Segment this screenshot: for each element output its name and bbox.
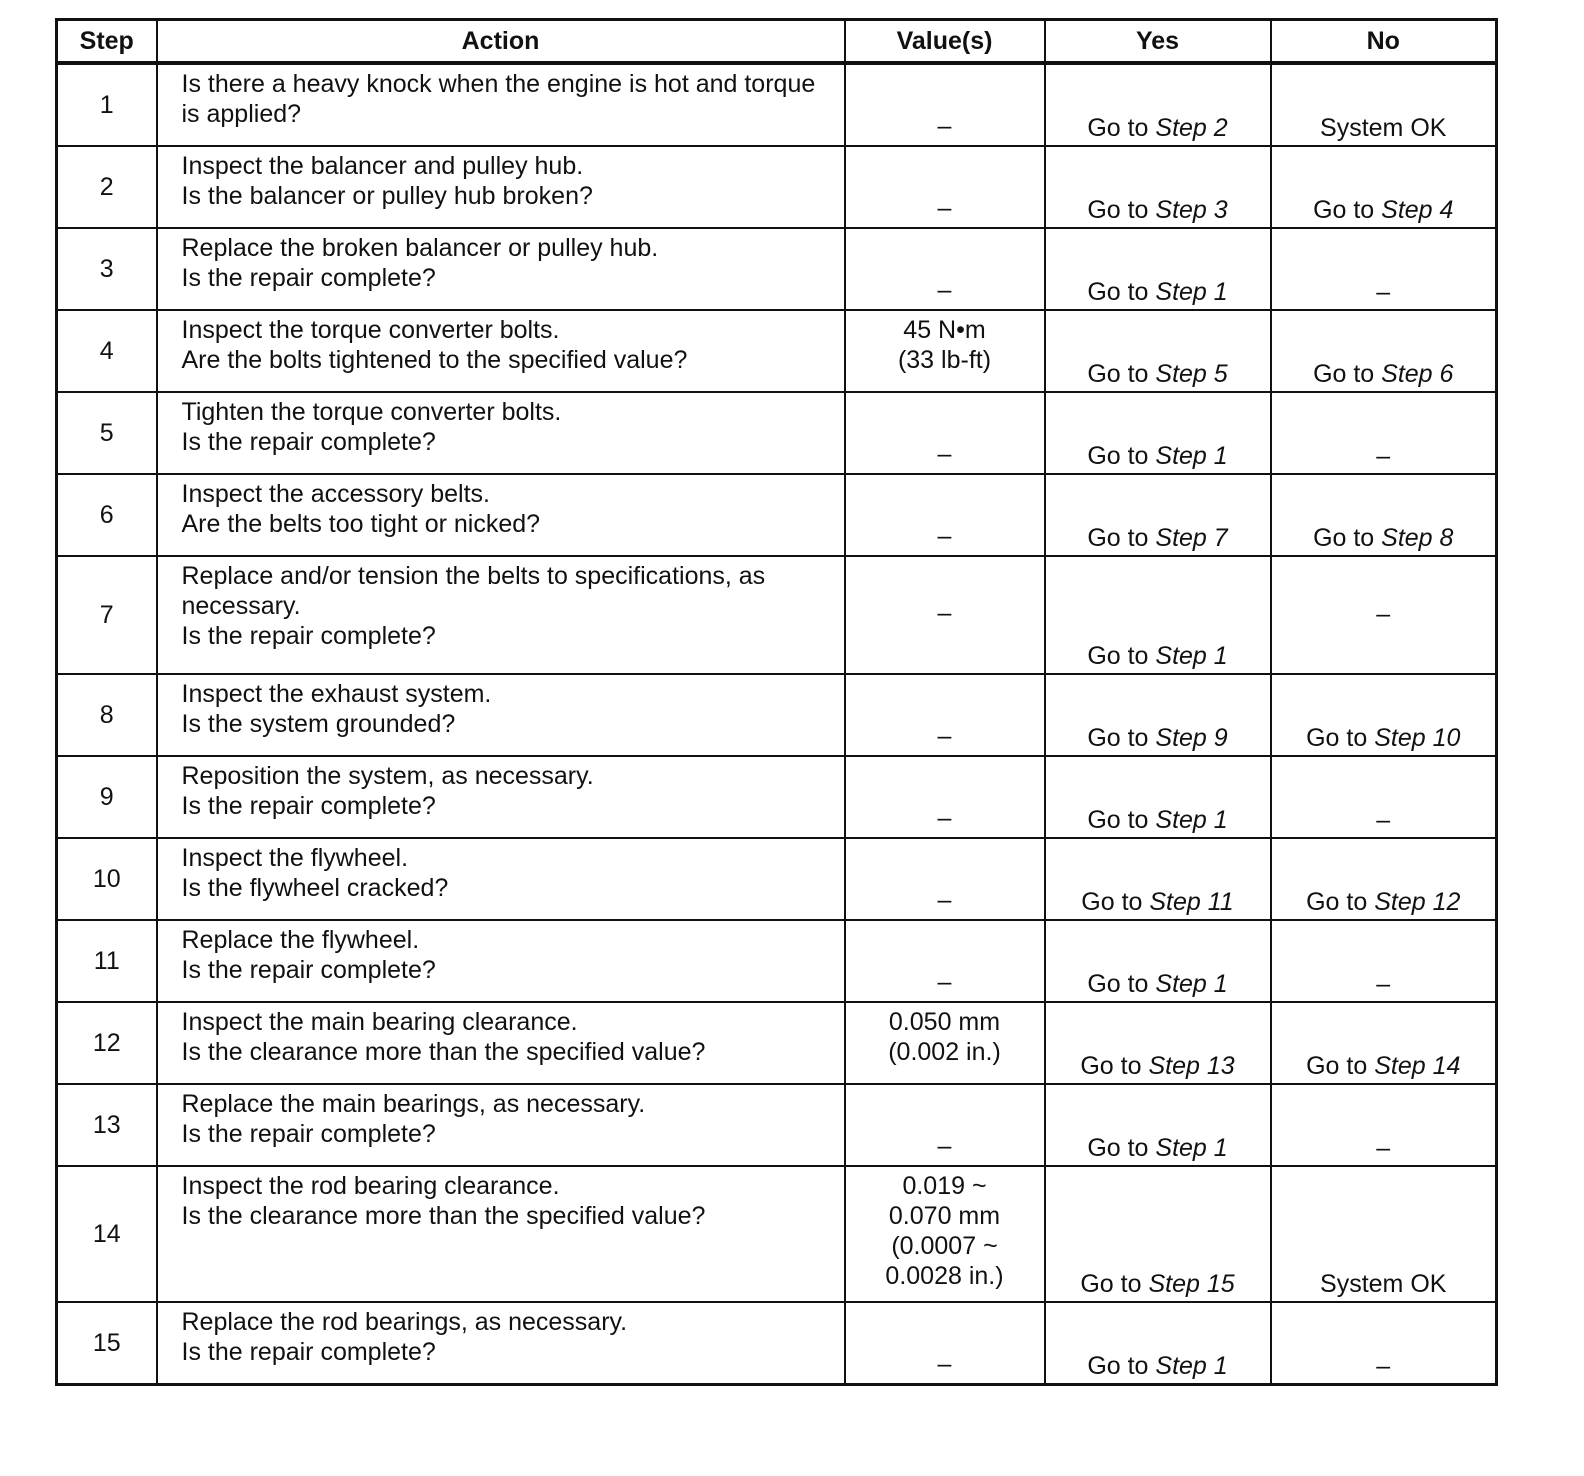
- diagnostic-table: [55, 18, 1498, 1386]
- table-row: [57, 756, 1497, 838]
- action-text: Reposition the system, as necessary.: [181, 762, 594, 790]
- value-cell: [845, 1166, 1045, 1302]
- step-number: 14: [57, 1166, 157, 1302]
- table-row: [57, 920, 1497, 1002]
- value-text: –: [937, 522, 952, 550]
- value-cell: [845, 838, 1045, 920]
- yes-cell: [1045, 1002, 1271, 1084]
- action-text: Replace and/or tension the belts to specifications, as necessary.: [181, 562, 766, 620]
- header-row: [57, 20, 1497, 64]
- action-cell: [157, 838, 845, 920]
- yes-cell: [1045, 756, 1271, 838]
- yes-goto-step: Step 11: [1149, 888, 1234, 916]
- no-cell: [1271, 756, 1497, 838]
- no-cell: [1271, 920, 1497, 1002]
- table-row: [57, 1084, 1497, 1166]
- action-text: Is the repair complete?: [181, 264, 436, 292]
- no-cell: [1271, 392, 1497, 474]
- value-cell: [845, 1002, 1045, 1084]
- table-row: [57, 838, 1497, 920]
- no-goto-prefix: Go to: [1313, 196, 1382, 224]
- no-result-text: –: [1376, 442, 1391, 470]
- action-text: Tighten the torque converter bolts.: [181, 398, 562, 426]
- no-result-text: –: [1376, 600, 1391, 628]
- action-cell: [157, 756, 845, 838]
- value-cell: [845, 556, 1045, 674]
- step-number: 11: [57, 920, 157, 1002]
- no-result-text: –: [1376, 278, 1391, 306]
- yes-cell: [1045, 146, 1271, 228]
- yes-goto-prefix: Go to: [1087, 806, 1156, 834]
- no-result-text: –: [1376, 1134, 1391, 1162]
- yes-goto-prefix: Go to: [1081, 888, 1150, 916]
- table-row: [57, 556, 1497, 674]
- action-cell: [157, 674, 845, 756]
- value-cell: [845, 63, 1045, 146]
- no-goto-step: Step 6: [1381, 360, 1454, 388]
- step-number: 2: [57, 146, 157, 228]
- value-text: 45 N•m: [903, 316, 986, 344]
- yes-cell: [1045, 674, 1271, 756]
- no-goto-step: Step 4: [1381, 196, 1454, 224]
- table-body: [57, 63, 1497, 1385]
- value-cell: [845, 756, 1045, 838]
- value-cell: [845, 1302, 1045, 1385]
- value-text: 0.050 mm: [888, 1008, 1001, 1036]
- table-row: [57, 674, 1497, 756]
- step-number: 10: [57, 838, 157, 920]
- action-text: Inspect the balancer and pulley hub.: [181, 152, 584, 180]
- yes-goto-step: Step 2: [1155, 114, 1228, 142]
- no-result-text: System OK: [1320, 1270, 1447, 1298]
- no-cell: [1271, 674, 1497, 756]
- yes-goto-step: Step 1: [1155, 1352, 1228, 1380]
- no-goto-prefix: Go to: [1313, 524, 1382, 552]
- yes-goto-prefix: Go to: [1080, 1052, 1149, 1080]
- yes-goto-step: Step 15: [1148, 1270, 1235, 1298]
- step-number: 8: [57, 674, 157, 756]
- value-text: –: [937, 968, 952, 996]
- value-text: –: [937, 194, 952, 222]
- action-text: Is the clearance more than the specified value?: [181, 1038, 706, 1066]
- no-cell: [1271, 556, 1497, 674]
- action-cell: [157, 310, 845, 392]
- action-cell: [157, 1002, 845, 1084]
- value-cell: [845, 1084, 1045, 1166]
- action-text: Is the repair complete?: [181, 792, 436, 820]
- value-text: –: [937, 886, 952, 914]
- value-text: –: [937, 1132, 952, 1160]
- action-text: Is the repair complete?: [181, 956, 436, 984]
- yes-cell: [1045, 310, 1271, 392]
- yes-cell: [1045, 1166, 1271, 1302]
- header-yes: Yes: [1045, 20, 1271, 64]
- table-header: [57, 20, 1497, 64]
- action-text: Inspect the main bearing clearance.: [181, 1008, 578, 1036]
- value-text: –: [937, 276, 952, 304]
- value-cell: [845, 392, 1045, 474]
- yes-cell: [1045, 392, 1271, 474]
- action-text: Inspect the rod bearing clearance.: [181, 1172, 560, 1200]
- yes-goto-prefix: Go to: [1087, 196, 1156, 224]
- table-row: [57, 474, 1497, 556]
- yes-goto-prefix: Go to: [1087, 970, 1156, 998]
- no-goto-prefix: Go to: [1306, 1052, 1375, 1080]
- step-number: 7: [57, 556, 157, 674]
- no-result-text: –: [1376, 970, 1391, 998]
- table-row: [57, 1002, 1497, 1084]
- no-cell: [1271, 474, 1497, 556]
- action-text: Replace the main bearings, as necessary.: [181, 1090, 646, 1118]
- step-number: 1: [57, 63, 157, 146]
- yes-goto-step: Step 7: [1155, 524, 1228, 552]
- yes-cell: [1045, 838, 1271, 920]
- no-goto-step: Step 8: [1381, 524, 1454, 552]
- no-goto-step: Step 14: [1374, 1052, 1461, 1080]
- no-goto-prefix: Go to: [1306, 724, 1375, 752]
- yes-cell: [1045, 556, 1271, 674]
- action-cell: [157, 474, 845, 556]
- action-text: Is the repair complete?: [181, 428, 436, 456]
- yes-goto-step: Step 1: [1155, 642, 1228, 670]
- no-goto-step: Step 12: [1374, 888, 1461, 916]
- action-text: Is the repair complete?: [181, 1338, 436, 1366]
- action-cell: [157, 146, 845, 228]
- action-text: Inspect the accessory belts.: [181, 480, 490, 508]
- yes-goto-prefix: Go to: [1087, 1134, 1156, 1162]
- step-number: 6: [57, 474, 157, 556]
- yes-goto-prefix: Go to: [1087, 1352, 1156, 1380]
- yes-goto-prefix: Go to: [1087, 642, 1156, 670]
- value-text: –: [937, 1350, 952, 1378]
- yes-goto-prefix: Go to: [1087, 442, 1156, 470]
- no-goto-prefix: Go to: [1306, 888, 1375, 916]
- no-cell: [1271, 1302, 1497, 1385]
- value-text: –: [937, 112, 952, 140]
- yes-cell: [1045, 474, 1271, 556]
- action-text: Are the belts too tight or nicked?: [181, 510, 541, 538]
- yes-goto-prefix: Go to: [1080, 1270, 1149, 1298]
- action-cell: [157, 228, 845, 310]
- value-cell: [845, 310, 1045, 392]
- yes-goto-prefix: Go to: [1087, 360, 1156, 388]
- yes-goto-step: Step 1: [1155, 970, 1228, 998]
- step-number: 9: [57, 756, 157, 838]
- value-text: 0.019 ~: [902, 1172, 987, 1200]
- value-text: (0.0007 ~: [891, 1232, 998, 1260]
- action-text: Is the repair complete?: [181, 622, 436, 650]
- table-row: [57, 392, 1497, 474]
- action-text: Replace the rod bearings, as necessary.: [181, 1308, 628, 1336]
- yes-cell: [1045, 1302, 1271, 1385]
- header-step: Step: [57, 20, 157, 64]
- action-text: Inspect the torque converter bolts.: [181, 316, 560, 344]
- action-cell: [157, 1166, 845, 1302]
- yes-goto-prefix: Go to: [1087, 278, 1156, 306]
- no-cell: [1271, 63, 1497, 146]
- header-no: No: [1271, 20, 1497, 64]
- yes-cell: [1045, 63, 1271, 146]
- no-cell: [1271, 1084, 1497, 1166]
- value-text: –: [937, 722, 952, 750]
- yes-goto-step: Step 5: [1155, 360, 1228, 388]
- value-text: –: [937, 599, 952, 627]
- step-number: 12: [57, 1002, 157, 1084]
- yes-cell: [1045, 228, 1271, 310]
- value-text: 0.070 mm: [888, 1202, 1001, 1230]
- header-values: Value(s): [845, 20, 1045, 64]
- no-result-text: System OK: [1320, 114, 1447, 142]
- step-number: 15: [57, 1302, 157, 1385]
- action-text: Is there a heavy knock when the engine is hot and torque is applied?: [181, 70, 816, 128]
- yes-goto-step: Step 1: [1155, 442, 1228, 470]
- yes-goto-step: Step 3: [1155, 196, 1228, 224]
- value-cell: [845, 674, 1045, 756]
- action-text: Inspect the exhaust system.: [181, 680, 492, 708]
- table-row: [57, 310, 1497, 392]
- no-cell: [1271, 146, 1497, 228]
- step-number: 4: [57, 310, 157, 392]
- value-cell: [845, 474, 1045, 556]
- action-cell: [157, 1084, 845, 1166]
- no-cell: [1271, 310, 1497, 392]
- no-cell: [1271, 228, 1497, 310]
- no-goto-step: Step 10: [1374, 724, 1461, 752]
- yes-goto-step: Step 1: [1155, 1134, 1228, 1162]
- table-row: [57, 1302, 1497, 1385]
- no-result-text: –: [1376, 806, 1391, 834]
- value-cell: [845, 146, 1045, 228]
- action-text: Is the repair complete?: [181, 1120, 436, 1148]
- action-text: Are the bolts tightened to the specified value?: [181, 346, 688, 374]
- action-cell: [157, 63, 845, 146]
- value-cell: [845, 228, 1045, 310]
- value-text: (0.002 in.): [888, 1038, 1001, 1066]
- step-number: 3: [57, 228, 157, 310]
- table-row: [57, 63, 1497, 146]
- no-goto-prefix: Go to: [1313, 360, 1382, 388]
- action-cell: [157, 392, 845, 474]
- action-text: Is the balancer or pulley hub broken?: [181, 182, 593, 210]
- no-cell: [1271, 1166, 1497, 1302]
- value-text: –: [937, 804, 952, 832]
- table-row: [57, 146, 1497, 228]
- action-cell: [157, 1302, 845, 1385]
- yes-goto-step: Step 1: [1155, 278, 1228, 306]
- table-row: [57, 228, 1497, 310]
- value-cell: [845, 920, 1045, 1002]
- step-number: 13: [57, 1084, 157, 1166]
- yes-goto-prefix: Go to: [1087, 524, 1156, 552]
- yes-goto-step: Step 13: [1148, 1052, 1235, 1080]
- no-result-text: –: [1376, 1352, 1391, 1380]
- action-text: Replace the flywheel.: [181, 926, 420, 954]
- yes-goto-prefix: Go to: [1087, 724, 1156, 752]
- action-text: Replace the broken balancer or pulley hub.: [181, 234, 659, 262]
- value-text: 0.0028 in.): [885, 1262, 1004, 1290]
- step-number: 5: [57, 392, 157, 474]
- no-cell: [1271, 838, 1497, 920]
- yes-goto-prefix: Go to: [1087, 114, 1156, 142]
- no-cell: [1271, 1002, 1497, 1084]
- yes-goto-step: Step 1: [1155, 806, 1228, 834]
- value-text: –: [937, 440, 952, 468]
- yes-cell: [1045, 1084, 1271, 1166]
- yes-cell: [1045, 920, 1271, 1002]
- table-row: [57, 1166, 1497, 1302]
- header-action: Action: [157, 20, 845, 64]
- action-text: Is the system grounded?: [181, 710, 456, 738]
- action-text: Is the clearance more than the specified value?: [181, 1202, 706, 1230]
- action-cell: [157, 920, 845, 1002]
- action-text: Is the flywheel cracked?: [181, 874, 449, 902]
- value-text: (33 lb-ft): [897, 346, 992, 374]
- action-cell: [157, 556, 845, 674]
- action-text: Inspect the flywheel.: [181, 844, 409, 872]
- yes-goto-step: Step 9: [1155, 724, 1228, 752]
